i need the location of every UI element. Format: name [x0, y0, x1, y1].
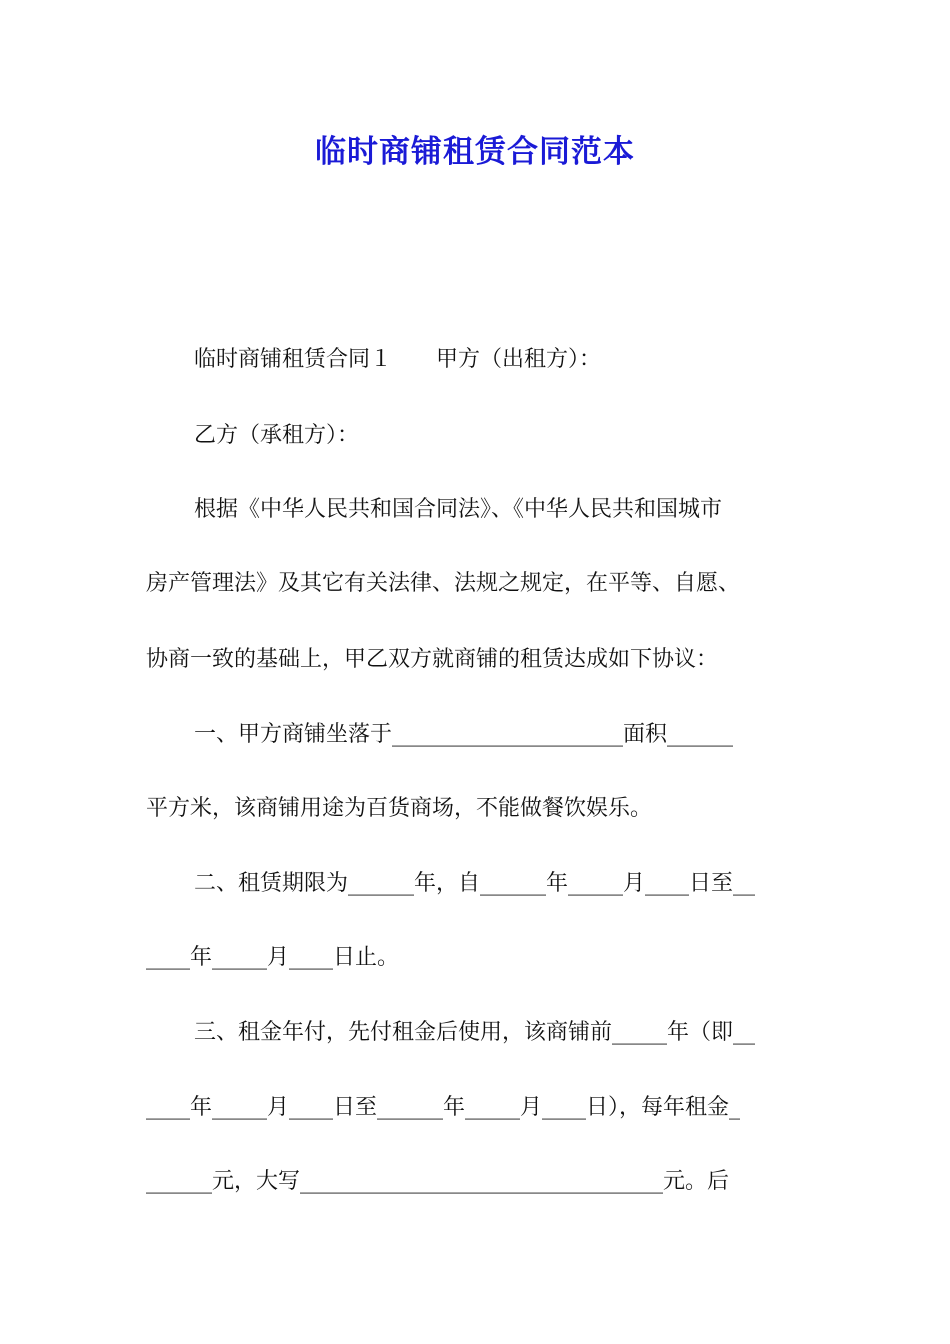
paragraph-line: 平方米，该商铺用途为百货商场，不能做餐饮娱乐。: [146, 796, 653, 821]
paragraph-line: 三、租金年付，先付租金后使用，该商铺前_____年（即__: [194, 1020, 756, 1045]
document-title: 临时商铺租赁合同范本: [315, 134, 635, 170]
paragraph-line: 乙方（承租方）：: [194, 423, 360, 448]
paragraph-line: ______元，大写_________________________________元。后: [146, 1169, 730, 1194]
paragraph-line: 协商一致的基础上，甲乙双方就商铺的租赁达成如下协议：: [146, 647, 719, 672]
paragraph-line: 二、租赁期限为______年，自______年_____月____日至__: [194, 871, 756, 896]
paragraph-line: ____年_____月____日止。: [146, 945, 400, 970]
paragraph-line: 根据《中华人民共和国合同法》、《中华人民共和国城市: [194, 497, 723, 522]
paragraph-line: 一、甲方商铺坐落于_____________________面积______: [194, 722, 734, 747]
paragraph-line: ____年_____月____日至______年_____月____日），每年租金_: [146, 1095, 741, 1120]
paragraph-line: 临时商铺租赁合同１ 甲方（出租方）：: [194, 347, 602, 372]
paragraph-line: 房产管理法》及其它有关法律、法规之规定，在平等、自愿、: [146, 571, 741, 596]
